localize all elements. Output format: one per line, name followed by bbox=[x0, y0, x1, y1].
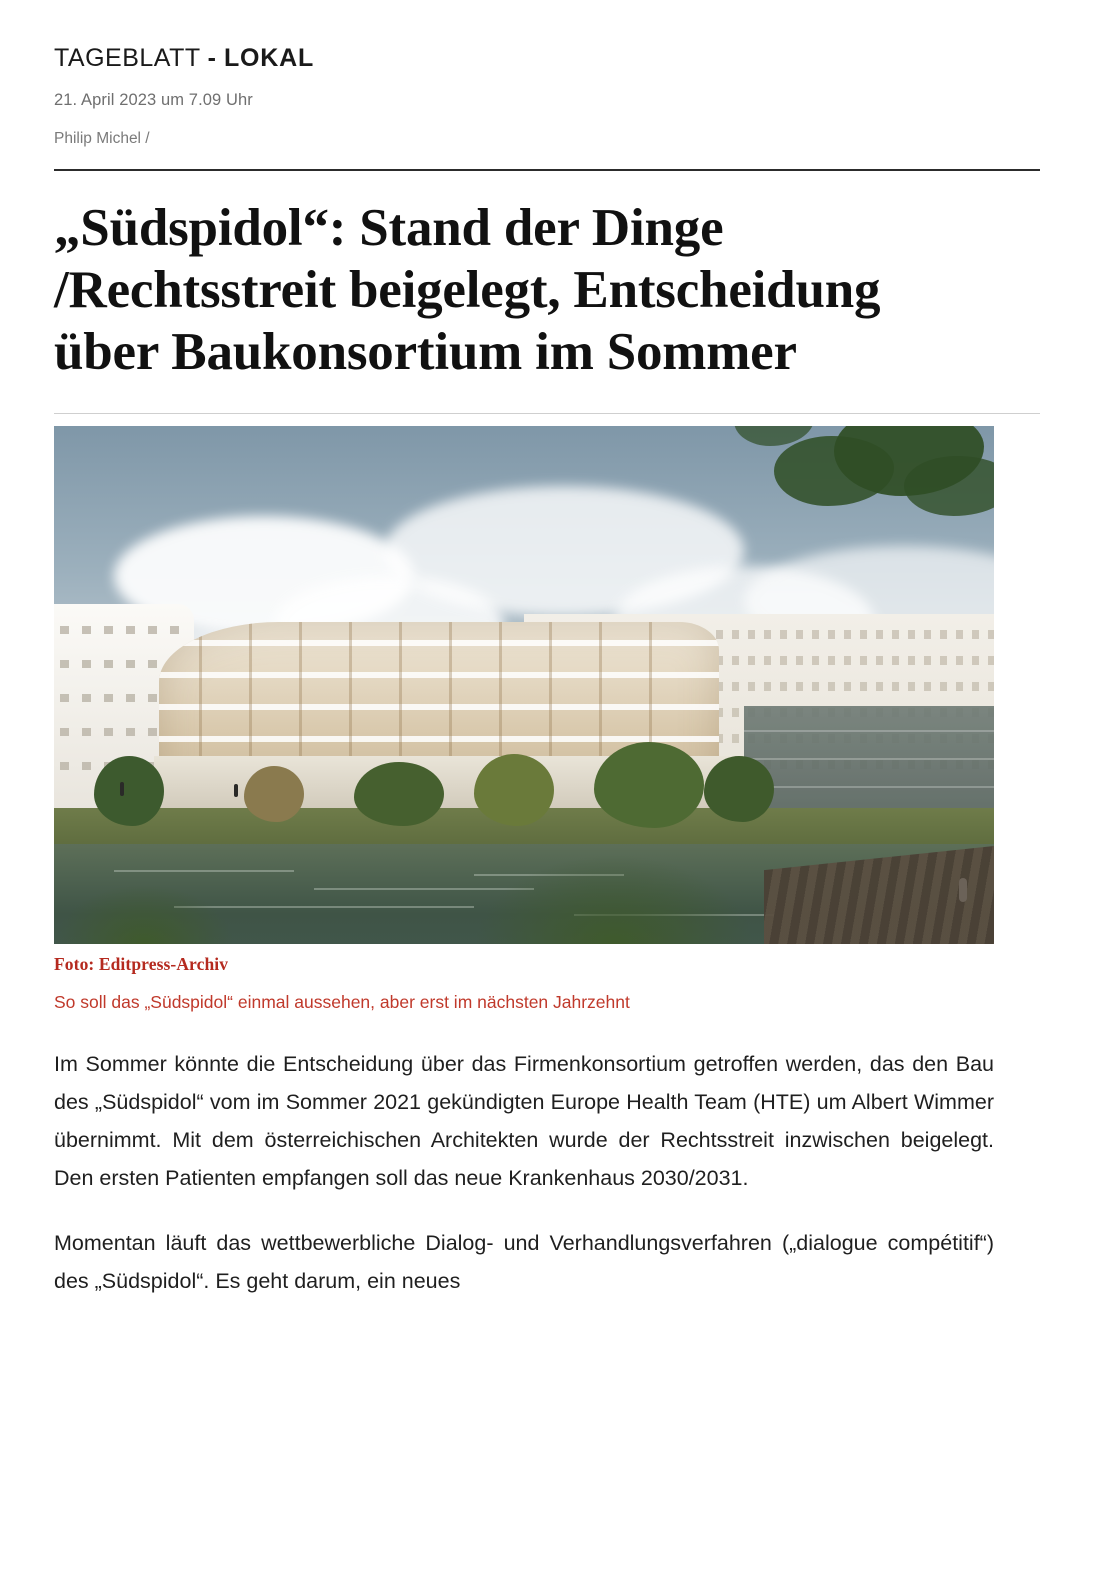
photo-credit: Foto: Editpress-Archiv bbox=[54, 954, 229, 974]
page-title: „Südspidol“: Stand der Dinge /Rechtsstreit beigelegt, Entscheidung über Baukonsortium im Sommer bbox=[54, 199, 881, 381]
headline-divider bbox=[54, 413, 1040, 414]
tree-shape bbox=[94, 756, 164, 826]
person-figure bbox=[959, 878, 967, 902]
figure-caption: So soll das „Südspidol“ einmal aussehen, aber erst im nächsten Jahrzehnt bbox=[54, 992, 630, 1012]
tree-shape bbox=[594, 742, 704, 828]
tree-shape bbox=[354, 762, 444, 826]
tree-shape bbox=[474, 754, 554, 826]
publication-kicker bbox=[54, 0, 1040, 73]
article-figure bbox=[54, 426, 1040, 1015]
kicker-separator: - bbox=[207, 44, 217, 72]
publish-timestamp: 21. April 2023 um 7.09 Uhr bbox=[54, 91, 253, 109]
person-figure bbox=[234, 784, 238, 797]
building-glass-block bbox=[744, 706, 994, 824]
author-byline: Philip Michel / bbox=[54, 130, 150, 147]
tree-shape bbox=[244, 766, 304, 822]
header-divider bbox=[54, 169, 1040, 171]
person-figure bbox=[120, 782, 124, 796]
section-name: LOKAL bbox=[223, 44, 315, 72]
reeds-shape bbox=[54, 884, 234, 944]
article-paragraph: Im Sommer könnte die Entscheidung über das Firmenkonsortium getroffen werden, das den Bau des „Südspidol“ vom im Sommer 2021 gekündigten Europe Health Team (HTE) um Albert Wimmer übernimmt. Mit dem österreichischen Architekten wurde der Rechtsstreit inzwischen beigelegt. Den ersten Patienten empfangen soll das neue Krankenhaus 2030/2031. bbox=[54, 1051, 994, 1191]
figure-caption-block bbox=[54, 954, 1040, 1015]
tree-shape bbox=[704, 756, 774, 822]
publication-name: TAGEBLATT bbox=[54, 44, 201, 72]
article-body bbox=[54, 1045, 994, 1301]
reeds-shape bbox=[474, 854, 754, 944]
article-image bbox=[54, 426, 994, 944]
article-paragraph: Momentan läuft das wettbewerbliche Dialog- und Verhandlungsverfahren („dialogue compétitif“) des „Südspidol“. Es geht darum, ein neues bbox=[54, 1230, 994, 1293]
foreground-tree-branch bbox=[714, 426, 994, 546]
